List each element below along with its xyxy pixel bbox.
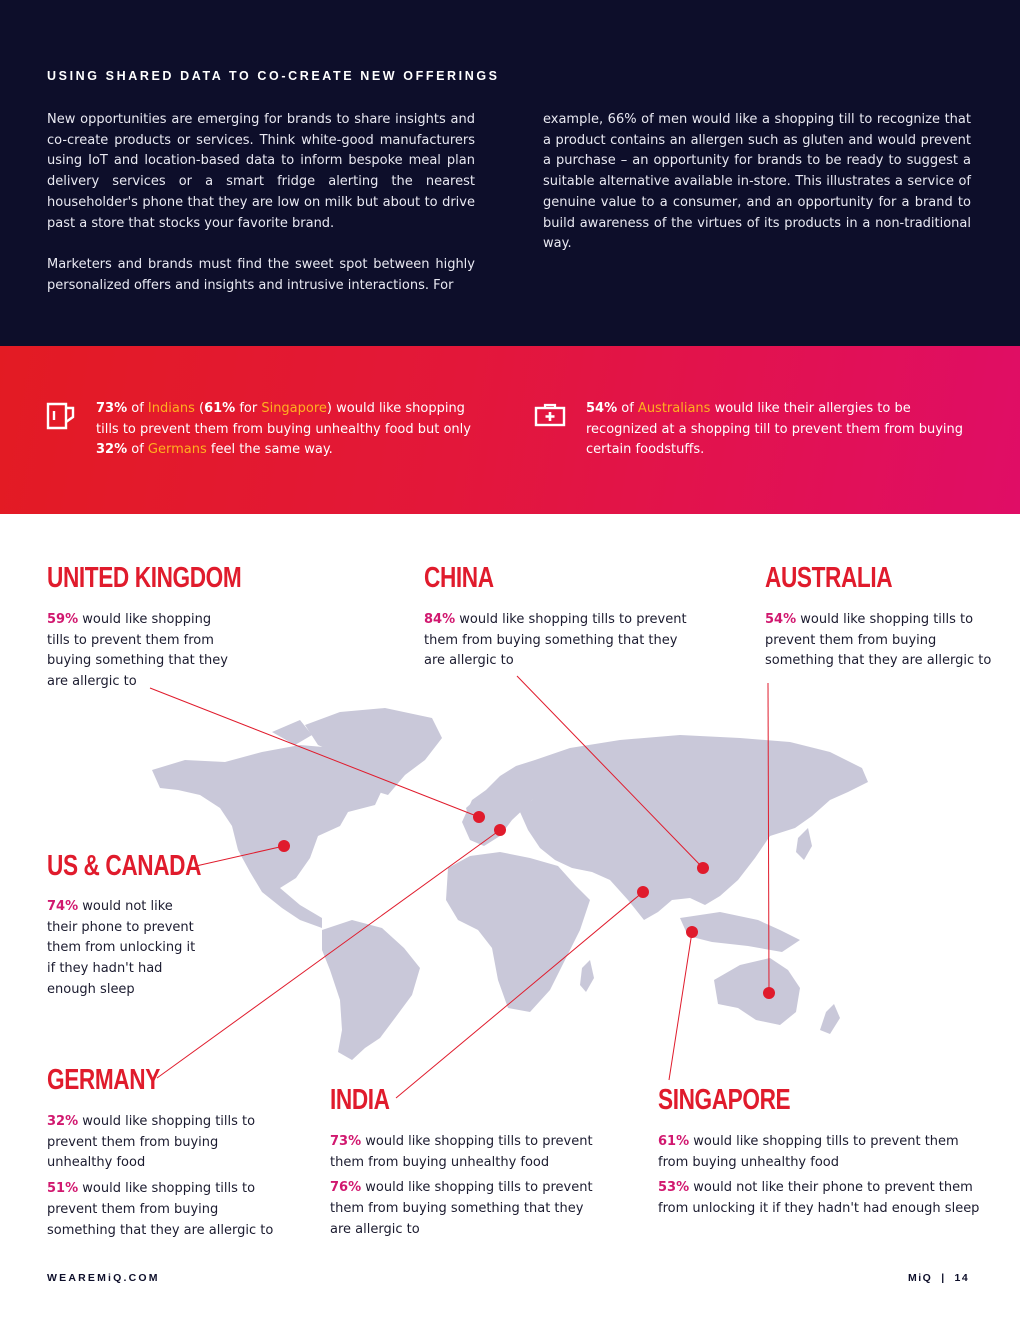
stat-percent: 53% xyxy=(658,1180,690,1196)
intro-paragraph: New opportunities are emerging for brands to share insights and co-create products or services. Think white-good manufacturers using IoT and location-based data to inform bespoke meal plan delivery services or a smart fridge alerting the nearest householder's phone that they are low on milk but about to drive past a store that stocks your favorite brand. xyxy=(47,112,475,231)
footer-brand: MiQ xyxy=(908,1272,933,1284)
stat-percent: 59% xyxy=(47,612,79,627)
marker-uk xyxy=(473,811,485,823)
singapore-stat-2 xyxy=(658,1178,988,1219)
country-heading-singapore: SINGAPORE xyxy=(658,1084,791,1116)
stat-text: would like shopping tills to prevent them from buying something that they are allergic to xyxy=(47,1181,274,1238)
stat-percent: 61% xyxy=(204,401,236,416)
map-landmass xyxy=(152,708,868,1060)
marker-germany xyxy=(494,824,506,836)
country-heading-china: CHINA xyxy=(424,562,494,594)
country-heading-germany: GERMANY xyxy=(47,1064,160,1096)
stat-text: would like shopping tills to prevent them from buying unhealthy food xyxy=(47,1114,256,1171)
india-stat-1 xyxy=(330,1132,595,1173)
country-desc-us-canada xyxy=(47,897,207,1001)
stat-text: of xyxy=(127,442,148,458)
stat-percent: 84% xyxy=(424,612,456,627)
country-heading-us-canada: US & CANADA xyxy=(47,850,202,882)
stat-text: of xyxy=(617,401,638,416)
country-desc-australia xyxy=(765,610,997,672)
page-number: 14 xyxy=(954,1272,970,1284)
marker-us xyxy=(278,840,290,852)
singapore-stat-1 xyxy=(658,1132,988,1173)
stat-highlight: Indians xyxy=(147,401,195,416)
country-heading-uk: UNITED KINGDOM xyxy=(47,562,242,594)
stat-percent: 54% xyxy=(586,401,618,416)
country-desc-germany xyxy=(47,1112,275,1246)
germany-stat-1 xyxy=(47,1112,275,1174)
stat-text: ( xyxy=(194,401,205,416)
country-heading-australia: AUSTRALIA xyxy=(765,562,893,594)
stat-text: would not like their phone to prevent them from unlocking it if they hadn't had enough sleep xyxy=(47,899,196,997)
country-desc-uk xyxy=(47,610,232,693)
stat-text: would like shopping tills to prevent them from buying unhealthy food xyxy=(658,1134,959,1170)
country-desc-india xyxy=(330,1132,595,1246)
country-desc-china xyxy=(424,610,689,672)
intro-paragraph: Marketers and brands must find the sweet spot between highly personalized offers and insights and intrusive interactions. For xyxy=(47,256,475,293)
stat-percent: 54% xyxy=(765,612,797,627)
stat-text: would like shopping tills to prevent them from buying something that they are allergic to xyxy=(765,612,992,669)
stat-percent: 61% xyxy=(658,1134,690,1149)
stat-percent: 73% xyxy=(96,401,128,416)
stat-text: would like their allergies to be recognized at a shopping till to prevent them from buying certain foodstuffs. xyxy=(586,401,963,458)
stat-text: would like shopping tills to prevent them from buying unhealthy food xyxy=(330,1134,593,1170)
connector-germany xyxy=(157,830,500,1078)
marker-australia xyxy=(763,987,775,999)
stat-highlight: Australians xyxy=(637,401,711,416)
stat-percent: 73% xyxy=(330,1134,362,1149)
stat-text: feel the same way. xyxy=(206,442,333,458)
country-desc-singapore xyxy=(658,1132,988,1225)
marker-singapore xyxy=(686,926,698,938)
stat-text: would like shopping tills to prevent them from buying something that they are allergic to xyxy=(330,1180,593,1237)
stat-text: would like shopping tills to prevent them from buying something that they are allergic to xyxy=(424,612,687,669)
stat-percent: 76% xyxy=(330,1180,362,1196)
stat-percent: 32% xyxy=(47,1114,79,1129)
stat-text: would not like their phone to prevent them from unlocking it if they hadn't had enough sleep xyxy=(658,1180,980,1217)
stat-highlight: Germans xyxy=(147,442,207,458)
connector-singapore xyxy=(669,932,692,1080)
footer-site-link[interactable]: WEAREMiQ.COM xyxy=(47,1272,160,1284)
stat-percent: 51% xyxy=(47,1181,79,1197)
marker-india xyxy=(637,886,649,898)
stat-percent: 74% xyxy=(47,899,79,914)
section-heading: USING SHARED DATA TO CO-CREATE NEW OFFERINGS xyxy=(47,69,500,83)
stat-highlight: Singapore xyxy=(261,401,327,416)
footer-page-info xyxy=(908,1272,969,1284)
intro-paragraph: example, 66% of men would like a shopping till to recognize that a product contains an allergen such as gluten and would prevent a purchase – an opportunity for brands to be ready to suggest a suitable alternative available in-store. This illustrates a service of genuine value to a consumer, and an opportunity for a brand to build awareness of the virtues of its products in a non-traditional way. xyxy=(543,112,971,252)
stat-text: ) would like shopping tills to prevent them from buying unhealthy food but only xyxy=(96,401,471,437)
india-stat-2 xyxy=(330,1178,595,1240)
stat-text: would like shopping tills to prevent them from buying something that they are allergic to xyxy=(47,612,228,690)
marker-china xyxy=(697,862,709,874)
footer-separator: | xyxy=(941,1272,946,1284)
stat-text: of xyxy=(127,401,148,416)
stat-percent: 32% xyxy=(96,442,128,458)
country-heading-india: INDIA xyxy=(330,1084,390,1116)
stat-text: for xyxy=(235,401,262,416)
germany-stat-2 xyxy=(47,1179,275,1241)
